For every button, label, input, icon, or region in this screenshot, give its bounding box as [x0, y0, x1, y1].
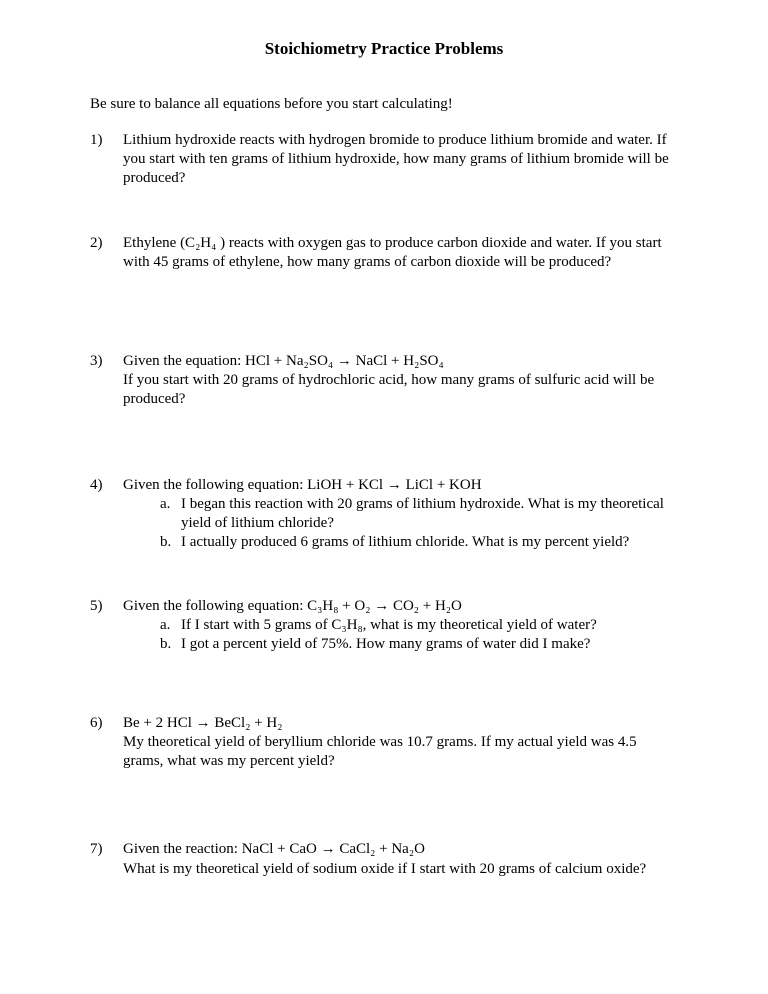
subitem-label: a.	[160, 617, 171, 634]
subitem	[123, 635, 678, 654]
problem-body	[123, 131, 678, 188]
problem-item-6	[90, 714, 678, 771]
problem-number: 6)	[90, 715, 103, 732]
problem-item-3	[90, 352, 678, 409]
subitem-label: a.	[160, 496, 171, 513]
problem-equation: Given the equation: HCl + Na₂SO₄ → NaCl + H₂SO₄	[123, 352, 444, 369]
problem-body	[123, 840, 678, 878]
problem-item-5	[90, 597, 678, 654]
subitem-text: I got a percent yield of 75%. How many grams of water did I make?	[181, 636, 591, 653]
problem-body	[123, 476, 678, 552]
problem-number: 4)	[90, 477, 103, 493]
problem-item-1	[90, 131, 678, 188]
problem-body	[123, 234, 678, 272]
subitem-label: b.	[160, 534, 172, 551]
problem-item-7	[90, 840, 678, 878]
page-title: Stoichiometry Practice Problems	[264, 39, 504, 58]
problem-number: 3)	[90, 352, 103, 369]
problem-equation: Given the following equation: C₃H₈ + O₂ → CO₂ + H₂O	[123, 598, 462, 615]
subitem-text: If I start with 5 grams of C₃H₈, what is my theoretical yield of water?	[181, 617, 597, 634]
problem-item-4	[90, 476, 678, 552]
problem-body	[123, 597, 678, 654]
problem-body	[123, 714, 678, 771]
problem-item-2	[90, 234, 678, 272]
problem-text: My theoretical yield of beryllium chloride was 10.7 grams. If my actual yield was 4.5 grams, what was my percent yield?	[123, 734, 637, 770]
problem-text: Lithium hydroxide reacts with hydrogen bromide to produce lithium bromide and water. If you start with ten grams of lithium hydroxide, how many grams of lithium bromide will be produced?	[123, 131, 669, 186]
subitem	[123, 616, 678, 635]
problem-number: 2)	[90, 234, 103, 251]
subitem-label: b.	[160, 636, 172, 653]
problem-equation: Given the following equation: LiOH + KCl → LiCl + KOH	[123, 477, 482, 493]
problem-number: 5)	[90, 598, 103, 615]
problem-equation: Given the reaction: NaCl + CaO → CaCl₂ + Na₂O	[123, 841, 425, 858]
intro-text: Be sure to balance all equations before you start calculating!	[90, 95, 453, 112]
problem-equation: Be + 2 HCl → BeCl₂ + H₂	[123, 715, 283, 732]
subitem-text: I actually produced 6 grams of lithium chloride. What is my percent yield?	[181, 534, 630, 551]
subitem	[123, 495, 678, 533]
problem-body	[123, 352, 678, 409]
subitem-text: I began this reaction with 20 grams of lithium hydroxide. What is my theoretical yield of lithium chloride?	[181, 496, 664, 532]
problem-number: 1)	[90, 131, 103, 148]
problem-number: 7)	[90, 841, 103, 858]
subitem	[123, 533, 678, 552]
problem-text: What is my theoretical yield of sodium oxide if I start with 20 grams of calcium oxide?	[123, 860, 647, 877]
problem-text: If you start with 20 grams of hydrochloric acid, how many grams of sulfuric acid will be produced?	[123, 371, 655, 407]
problem-text: Ethylene (C₂H₄ ) reacts with oxygen gas to produce carbon dioxide and water. If you start with 45 grams of ethylene, how many grams of carbon dioxide will be produced?	[123, 234, 662, 270]
